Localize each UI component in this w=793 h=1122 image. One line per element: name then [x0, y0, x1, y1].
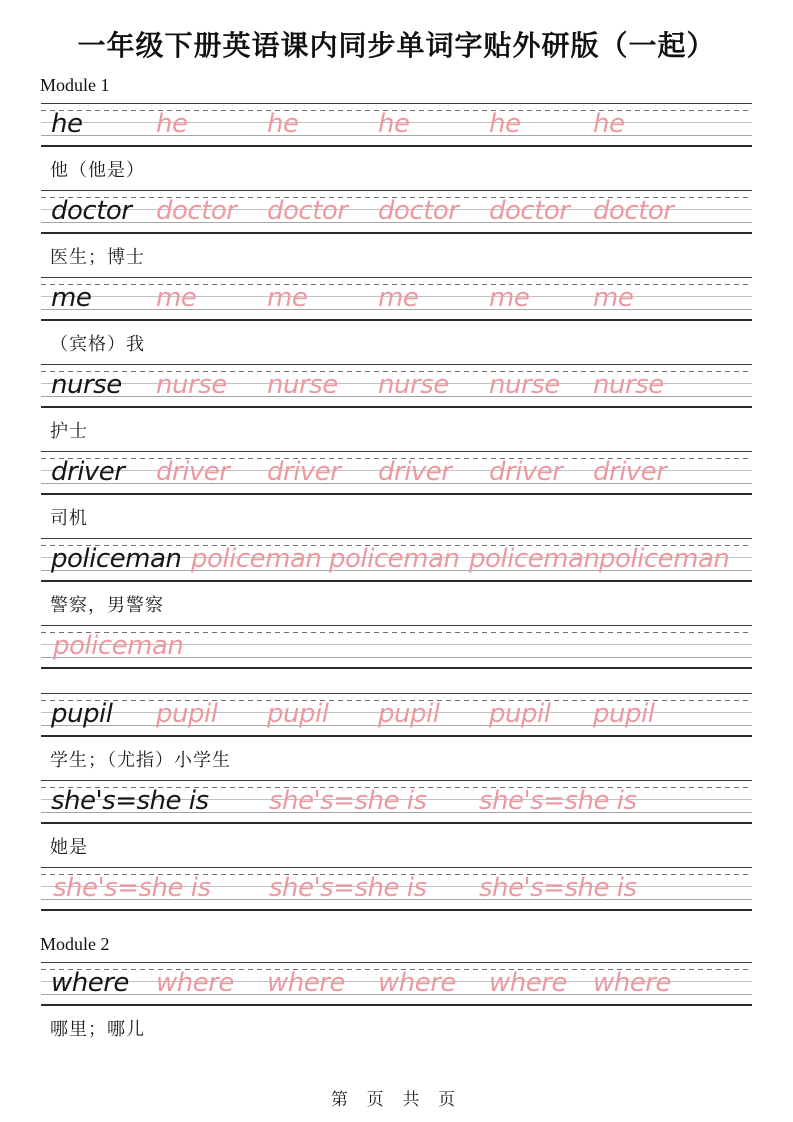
trace-word: where	[156, 968, 234, 998]
lead-word: he	[51, 109, 83, 139]
trace-word: nurse	[156, 370, 227, 400]
trace-word: me	[156, 283, 197, 313]
trace-word: me	[267, 283, 308, 313]
lead-word: where	[51, 968, 129, 998]
meaning-text: 医生；博士	[50, 247, 145, 267]
word-entry-doctor	[0, 190, 793, 267]
practice-line-grid	[41, 538, 752, 582]
word-entry-driver	[0, 451, 793, 528]
lead-word: doctor	[51, 196, 132, 226]
trace-word: she's=she is	[479, 873, 637, 903]
lead-word: she's=she is	[51, 786, 209, 816]
trace-word: pupil	[593, 699, 655, 729]
trace-word: policeman	[191, 544, 322, 574]
trace-word: she's=she is	[269, 786, 427, 816]
practice-line-grid	[41, 190, 752, 234]
word-entry-shes	[0, 780, 793, 857]
trace-word: where	[378, 968, 456, 998]
lead-word: me	[51, 283, 92, 313]
lead-word: policeman	[51, 544, 182, 574]
trace-word: driver	[489, 457, 563, 487]
trace-word: he	[489, 109, 521, 139]
trace-word: where	[267, 968, 345, 998]
trace-word: pupil	[267, 699, 329, 729]
trace-word: where	[489, 968, 567, 998]
trace-word: he	[156, 109, 188, 139]
meaning-text: 警察，男警察	[50, 595, 164, 615]
meaning-text: 护士	[50, 421, 88, 441]
word-entry-shes-continued	[0, 867, 793, 911]
word-entry-policeman	[0, 538, 793, 615]
trace-word: doctor	[156, 196, 237, 226]
practice-line-grid	[41, 451, 752, 495]
page-footer: 第 页 共 页	[330, 1090, 463, 1109]
word-entry-policeman-continued	[0, 625, 793, 669]
trace-word: doctor	[593, 196, 674, 226]
practice-line-grid	[41, 364, 752, 408]
trace-word: policeman	[329, 544, 460, 574]
trace-word: where	[593, 968, 671, 998]
meaning-text: 她是	[50, 837, 88, 857]
trace-word: doctor	[489, 196, 570, 226]
practice-line-grid	[41, 962, 752, 1006]
trace-word: driver	[156, 457, 230, 487]
trace-word: doctor	[378, 196, 459, 226]
word-entry-me	[0, 277, 793, 354]
module-heading-2: Module 2	[40, 934, 110, 954]
word-entry-pupil	[0, 693, 793, 770]
word-entry-where	[0, 962, 793, 1039]
trace-word: policeman	[53, 631, 184, 661]
meaning-text: 学生；（尤指）小学生	[50, 750, 231, 770]
trace-word: nurse	[267, 370, 338, 400]
page-title: 一年级下册英语课内同步单词字贴外研版（一起）	[77, 30, 716, 61]
practice-line-grid	[41, 693, 752, 737]
meaning-text: 哪里；哪儿	[50, 1019, 145, 1039]
practice-line-grid	[41, 103, 752, 147]
trace-word: pupil	[489, 699, 551, 729]
lead-word: nurse	[51, 370, 122, 400]
trace-word: policeman	[599, 544, 730, 574]
module-heading-1: Module 1	[40, 75, 110, 95]
trace-word: nurse	[378, 370, 449, 400]
lead-word: driver	[51, 457, 125, 487]
trace-word: driver	[267, 457, 341, 487]
trace-word: he	[378, 109, 410, 139]
practice-line-grid	[41, 867, 752, 911]
trace-word: driver	[593, 457, 667, 487]
trace-word: driver	[378, 457, 452, 487]
trace-word: he	[267, 109, 299, 139]
meaning-text: （宾格）我	[50, 334, 145, 354]
trace-word: me	[489, 283, 530, 313]
word-entry-nurse	[0, 364, 793, 441]
practice-line-grid	[41, 780, 752, 824]
trace-word: doctor	[267, 196, 348, 226]
trace-word: me	[378, 283, 419, 313]
trace-word: she's=she is	[53, 873, 211, 903]
practice-line-grid	[41, 277, 752, 321]
trace-word: nurse	[593, 370, 664, 400]
trace-word: policeman	[469, 544, 600, 574]
trace-word: he	[593, 109, 625, 139]
meaning-text: 他（他是）	[50, 160, 145, 180]
word-entry-he	[0, 103, 793, 180]
trace-word: nurse	[489, 370, 560, 400]
trace-word: she's=she is	[269, 873, 427, 903]
trace-word: pupil	[378, 699, 440, 729]
lead-word: pupil	[51, 699, 113, 729]
trace-word: pupil	[156, 699, 218, 729]
trace-word: she's=she is	[479, 786, 637, 816]
meaning-text: 司机	[50, 508, 88, 528]
practice-line-grid	[41, 625, 752, 669]
trace-word: me	[593, 283, 634, 313]
